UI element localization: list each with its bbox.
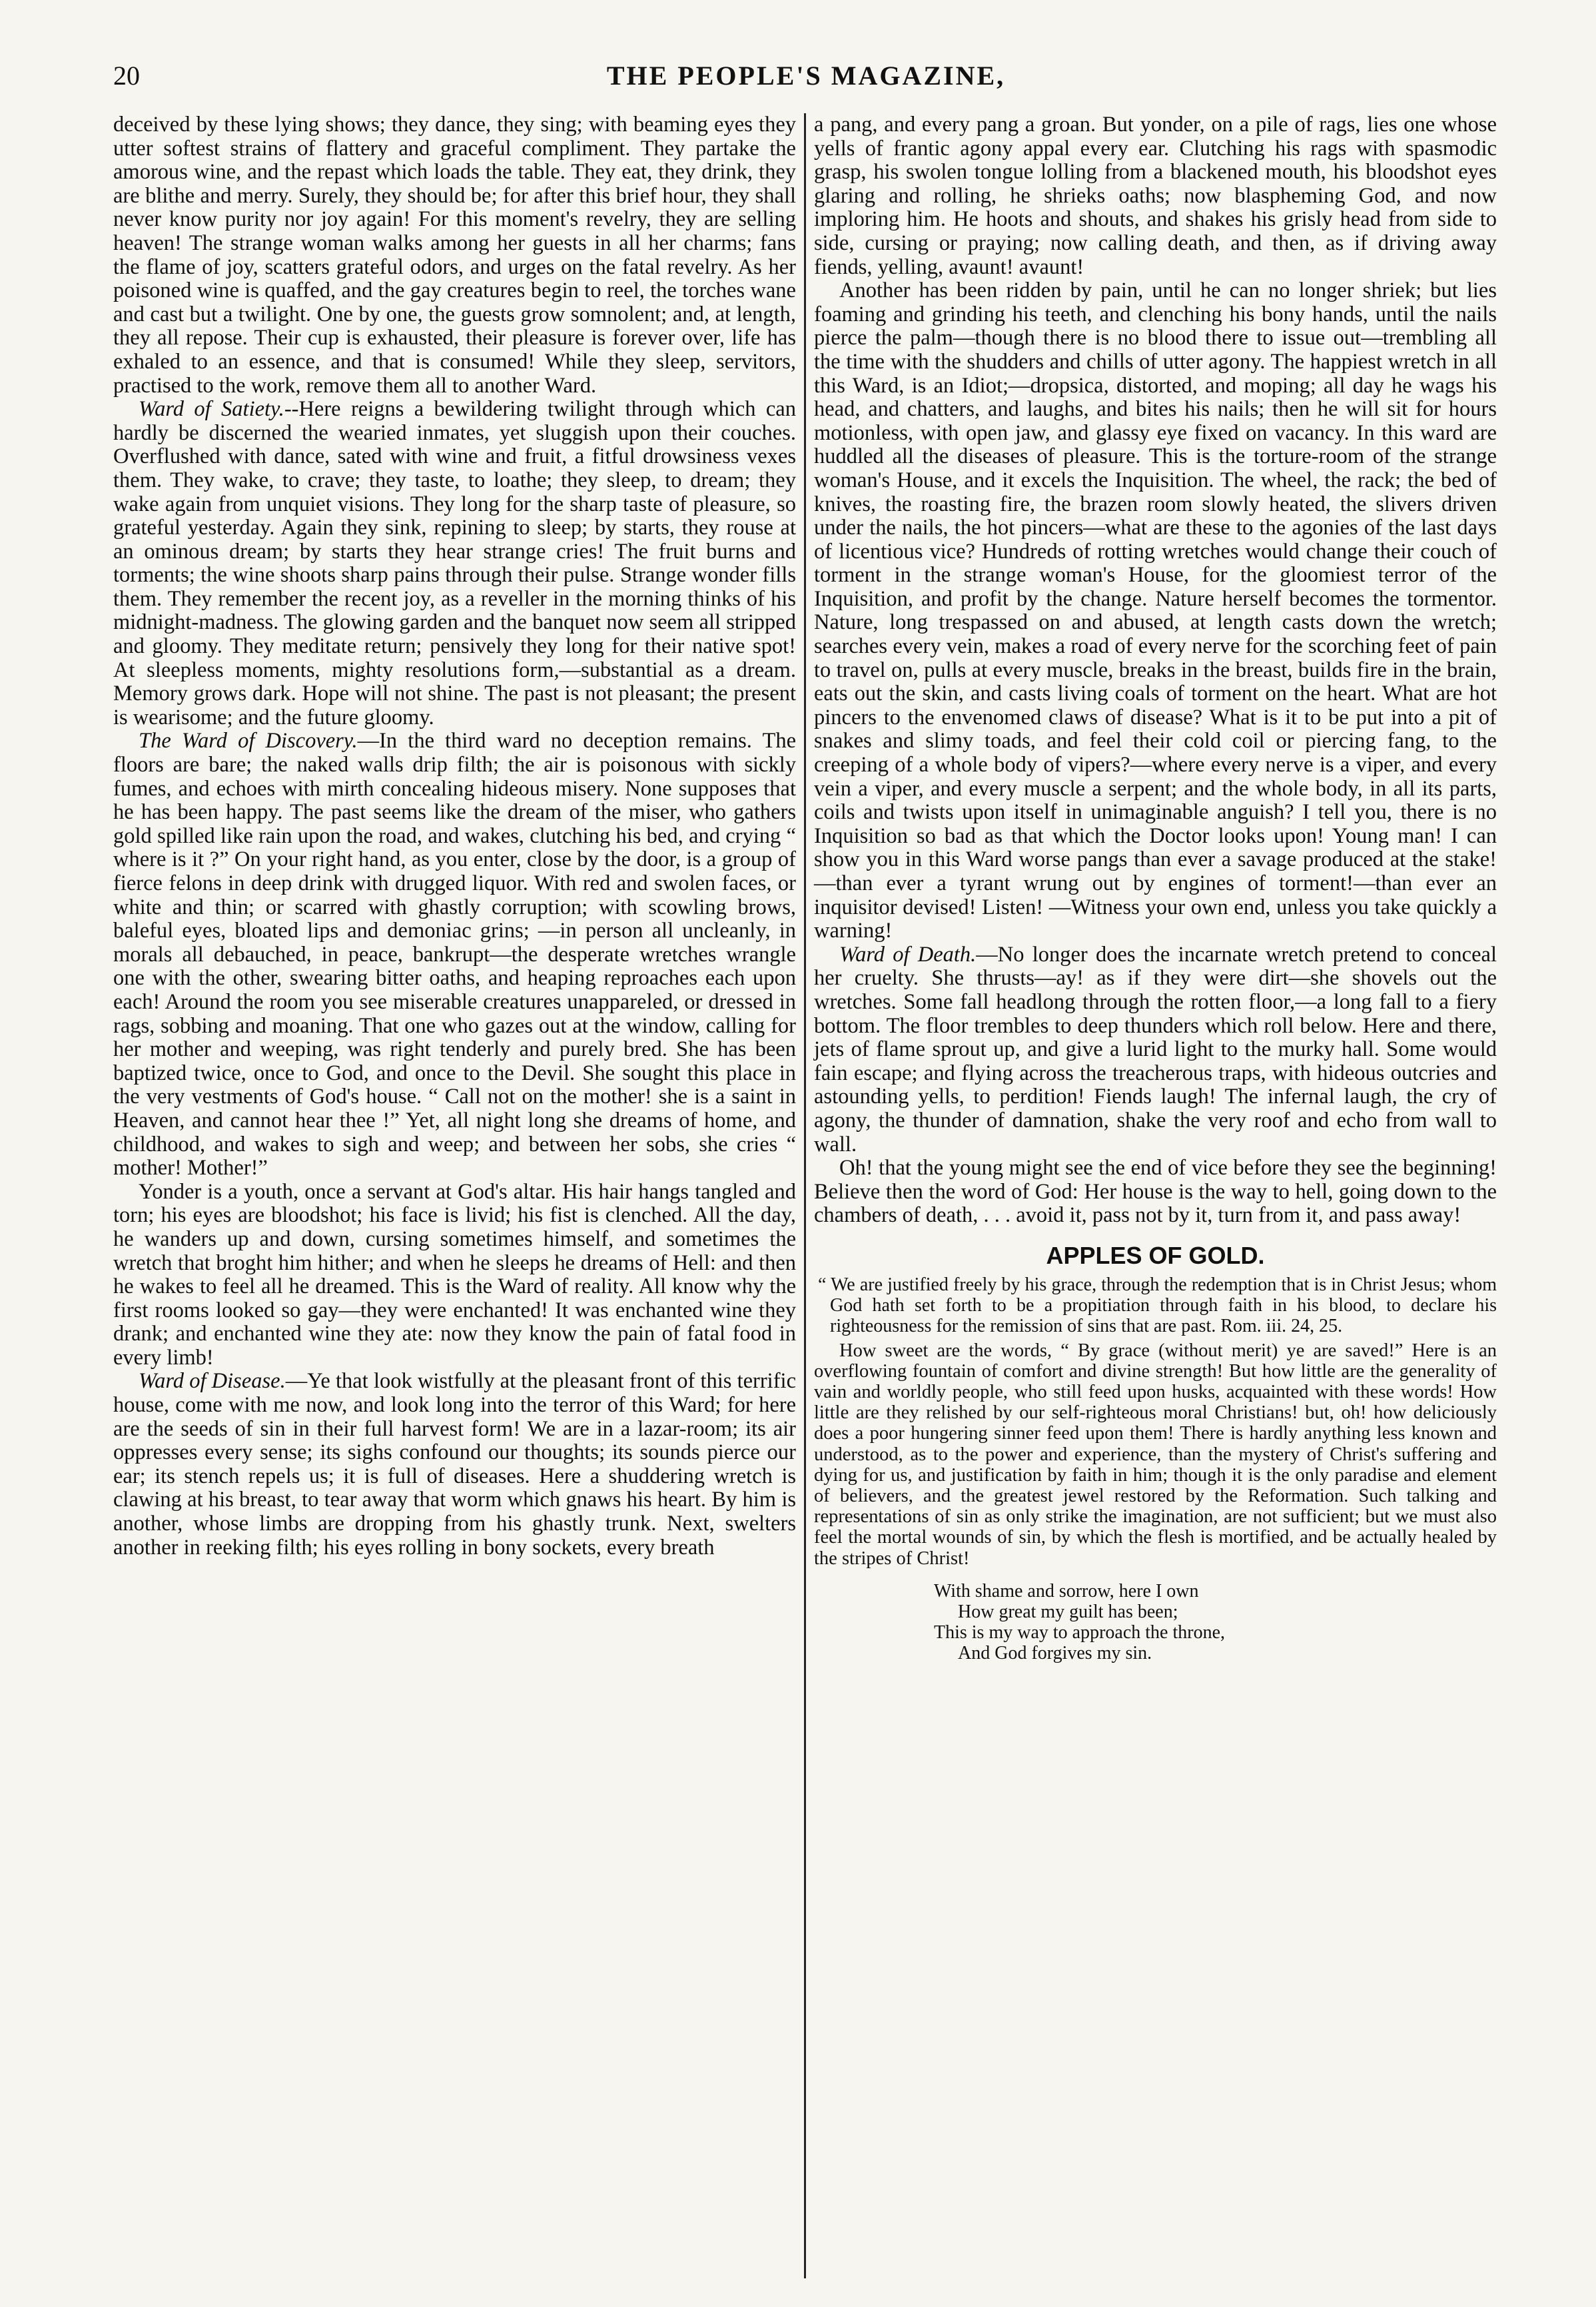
paragraph <box>113 729 796 1180</box>
paragraph <box>113 398 796 729</box>
paragraph: Another has been ridden by pain, until he can no longer shriek; but lies foaming and grinding his teeth, and clenching his bony hands, until the nails pierce the palm—though there is no blood there to issue out—trembling all the time with the shudders and chills of utter agony. The happiest wretch in all this Ward, is an Idiot;—dropsica, distorted, and moping; all day he wags his head, and chatters, and laughs, and bites his nails; then he will sit for hours motionless, with open jaw, and glassy eye fixed on vacancy. In this ward are huddled all the diseases of pleasure. This is the torture-room of the strange woman's House, and it excels the Inquisition. The wheel, the rack; the bed of knives, the roasting fire, the brazen room slowly heated, the slivers driven under the nails, the hot pincers—what are these to the agonies of the last days of licentious vice? Hundreds of rotting wretches would change their couch of torment in the strange woman's House, for the gloomiest terror of the Inquisition, and profit by the change. Nature herself becomes the tormentor. Nature, long trespassed on and abused, at length casts down the wretch; searches every vein, makes a road of every nerve for the scorching feet of pain to travel on, pulls at every muscle, breaks in the breast, builds fire in the brain, eats out the skin, and casts living coals of torment on the heart. What are hot pincers to the envenomed claws of disease? What is it to be put into a pit of snakes and slimy toads, and feel their cold coil or piercing fang, to the creeping of a whole body of vipers?—where every nerve is a viper, and every vein a viper, and every muscle a serpent; and the whole body, in all its parts, coils and twists upon itself in unimaginable anguish? I tell you, there is no Inquisition so bad as that which the Doctor looks upon! Young man! I can show you in this Ward worse pangs than ever a savage produced at the stake!—than ever a tyrant wrung out by engines of torment!—than ever an inquisitor devised! Listen! —Witness your own end, unless you take quickly a warning! <box>814 278 1497 943</box>
hymn-verse <box>934 1581 1497 1663</box>
running-title: THE PEOPLE'S MAGAZINE, <box>606 61 1006 91</box>
paragraph: a pang, and every pang a groan. But yonder, on a pile of rags, lies one whose yells of frantic agony appal every ear. Clutching his rags with spasmodic grasp, his swolen tongue lolling from a blackened mouth, his bloodshot eyes glaring and rolling, he shrieks oaths; now blaspheming God, and now imploring him. He hoots and shouts, and shakes his grisly head from side to side, cursing or praying; now calling death, and then, as if driving away fiends, yelling, avaunt! avaunt! <box>814 113 1497 279</box>
section-subheading: The Ward of Discovery. <box>139 729 358 753</box>
left-column <box>113 113 796 2272</box>
section-subheading: Ward of Disease. <box>139 1369 286 1394</box>
paragraph <box>814 943 1497 1156</box>
paragraph-text: —No longer does the incarnate wretch pretend to conceal her cruelty. She thrusts—ay! as if they were dirt—she shovels out the wretches. Some fall headlong through the rotten floor,—a long fall to a fiery bottom. The floor trembles to deep thunders which roll below. Here and there, jets of flame sprout up, and give a lurid light to the murky hall. Some would fain escape; and flying across the treacherous traps, with hideous outcries and astounding yells, to perdition! Fiends laugh! The infernal laugh, the cry of agony, the thunder of damnation, shake the very roof and echo from wall to wall. <box>814 942 1497 1156</box>
section-heading: APPLES OF GOLD. <box>1046 1241 1265 1269</box>
section-subheading: Ward of Death. <box>839 942 977 967</box>
verse-line: With shame and sorrow, here I own <box>934 1580 1199 1602</box>
paragraph-text: —Ye that look wistfully at the pleasant front of this terrific house, come with me now, and look long into the terror of this Ward; for here are the seeds of sin in their full harvest form! We are in a lazar-room; its air oppresses every sense; its sighs confound our thoughts; its sounds pierce our ear; its stench repels us; it is full of diseases. Here a shuddering wretch is clawing at his breast, to tear away that worm which gnaws his heart. By him is another, whose limbs are dropping from his ghastly trunk. Next, swelters another in reeking filth; his eyes rolling in bony sockets, every breath <box>113 1369 796 1560</box>
paragraph: Oh! that the young might see the end of vice before they see the beginning! Believe then the word of God: Her house is the way to hell, going down to the chambers of death, . . . avoid it, pass not by it, turn from it, and pass away! <box>814 1156 1497 1228</box>
paragraph: How sweet are the words, “ By grace (without merit) ye are saved!” Here is an overflowing fountain of comfort and divine strength! But how little are the generality of vain and worldly people, who still feed upon husks, acquainted with these words! How little are they relished by our self-righteous moral Christians! but, oh! how deliciously does a poor hungering sinner feed upon them! There is hardly anything less known and understood, as to the power and experience, than the mystery of Christ's suffering and dying for us, and justification by faith in him; though it is the only paradise and element of believers, and the greatest jewel restored by the Reformation. Such talking and representations of sin as only strike the imagination, are not sufficient; but we must also feel the mortal wounds of sin, by which the flesh is mortified, and be actually healed by the stripes of Christ! <box>814 1340 1497 1569</box>
scripture-quote: “ We are justified freely by his grace, through the redemption that is in Christ Jesus; whom God hath set forth to be a propitiation through faith in his blood, to declare his righteousness for the remission of sins that are past. Rom. iii. 24, 25. <box>818 1274 1497 1336</box>
verse-line: And God forgives my sin. <box>958 1642 1152 1663</box>
paragraph <box>113 1370 796 1560</box>
paragraph: Yonder is a youth, once a servant at God's altar. His hair hangs tangled and torn; his eyes are bloodshot; his face is livid; his fist is clenched. All the day, he wanders up and down, cursing sometimes himself, and sometimes the wretch that broght him hither; and when he sleeps he dreams of Hell: and then he wakes to feel all he dreamed. This is the Ward of reality. All know why the first rooms looked so gay—they were enchanted! It was enchanted wine they drank; and enchanted wine they ate: now they know the pain of fatal food in every limb! <box>113 1179 796 1370</box>
page-header <box>113 60 1499 100</box>
paragraph-text: —In the third ward no deception remains. The floors are bare; the naked walls drip filth; the air is poisonous with sickly fumes, and echoes with mirth concealing hideous misery. None supposes that he has been happy. The past seems like the dream of the miser, who gathers gold spilled like rain upon the road, and wakes, clutching his bed, and crying “ where is it ?” On your right hand, as you enter, close by the door, is a group of fierce felons in deep drink with drugged liquor. With red and swolen faces, or white and thin; or scarred with ghastly corruption; with scowling brows, baleful eyes, bloated lips and demoniac grins; —in person all uncleanly, in morals all debauched, in peace, bankrupt—the desperate wretches wrangle one with the other, swearing bitter oaths, and heaping reproaches each upon each! Around the room you see miserable creatures unappareled, or dressed in rags, sobbing and moaning. That one who gazes out at the window, calling for her mother and weeping, was right tenderly and purely bred. She has been baptized twice, once to God, and once to the Devil. She sought this place in the very vestments of God's house. “ Call not on the mother! she is a saint in Heaven, and cannot hear thee !” Yet, all night long she dreams of home, and childhood, and wakes to sigh and weep; and between her sobs, she cries “ mother! Mother!” <box>113 729 796 1180</box>
paragraph-text: --Here reigns a bewildering twilight through which can hardly be discerned the wearied inmates, yet sluggish upon their couches. Overflushed with dance, sated with wine and fruit, a fitful drowsiness vexes them. They wake, to crave; they taste, to loathe; they sleep, to dream; they wake again from unquiet visions. They long for the sharp taste of pleasure, so grateful yesterday. Again they sink, repining to sleep; by starts, they rouse at an ominous dream; by starts they hear strange cries! The fruit burns and torments; the wine shoots sharp pains through their pulse. Strange wonder fills them. They remember the recent joy, as a reveller in the morning thinks of his midnight-madness. The glowing garden and the banquet now seem all stripped and gloomy. They meditate return; pensively they long for their native spot! At sleepless moments, mighty resolutions form,—substantial as a dream. Memory grows dark. Hope will not shine. The past is not pleasant; the present is wearisome; and the future gloomy. <box>113 397 796 729</box>
verse-line: This is my way to approach the throne, <box>934 1621 1226 1643</box>
page-number: 20 <box>113 61 140 91</box>
right-column <box>814 113 1497 2272</box>
column-divider <box>804 113 806 2278</box>
verse-line: How great my guilt has been; <box>958 1601 1178 1622</box>
paragraph: deceived by these lying shows; they dance, they sing; with beaming eyes they utter softest strains of flattery and graceful compliment. They partake the amorous wine, and the repast which loads the table. They eat, they drink, they are blithe and merry. Surely, they should be; for after this brief hour, they shall never know purity nor joy again! For this moment's revelry, they are selling heaven! The strange woman walks among her guests in all her charms; fans the flame of joy, scatters grateful odors, and urges on the fatal revelry. As her poisoned wine is quaffed, and the gay creatures begin to reel, the torches wane and cast but a twilight. One by one, the guests grow somnolent; and, at length, they all repose. Their cup is exhausted, their pleasure is forever over, life has exhaled to an essence, and that is consumed! While they sleep, servitors, practised to the work, remove them all to another Ward. <box>113 113 796 398</box>
section-subheading: Ward of Satiety. <box>139 397 284 422</box>
